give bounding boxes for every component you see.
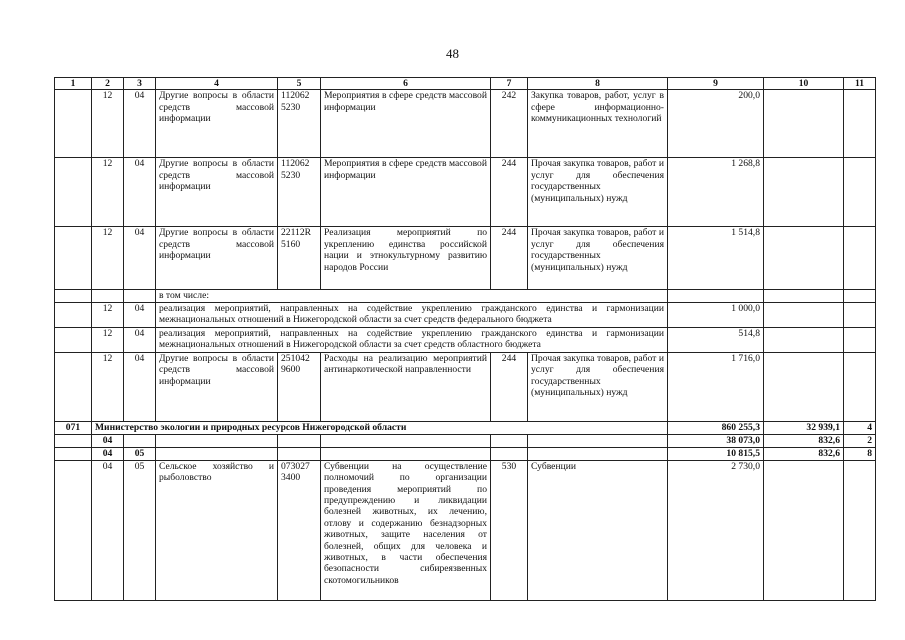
cell-empty: [764, 327, 844, 352]
cell-amount: 10 815,5: [668, 447, 764, 460]
cell-section: 04: [92, 447, 124, 460]
cell-amount-col10: 832,6: [764, 447, 844, 460]
subsection-row: [55, 447, 876, 460]
cell-section-name: Другие вопросы в области средств массовой информации: [156, 158, 278, 227]
column-header: 3: [124, 78, 156, 90]
cell-section-name: Другие вопросы в области средств массовой информации: [156, 227, 278, 290]
cell-empty: [764, 352, 844, 421]
ministry-row: [55, 421, 876, 434]
cell-target-code: 22112R 5160: [278, 227, 321, 290]
page-number: 48: [446, 46, 459, 61]
cell-ministry-name: Министерство экологии и природных ресурсов Нижегородской области: [92, 421, 668, 434]
column-header: 7: [491, 78, 528, 90]
cell-target-name: Мероприятия в сфере средств массовой информации: [321, 90, 491, 158]
cell-amount: 860 255,3: [668, 421, 764, 434]
cell-section: 12: [92, 327, 124, 352]
cell-empty: [278, 447, 321, 460]
column-header: 2: [92, 78, 124, 90]
cell-section: 12: [92, 302, 124, 327]
cell-subsection: 04: [124, 352, 156, 421]
cell-subsection: 04: [124, 302, 156, 327]
cell-section-name: Сельское хозяйство и рыболовство: [156, 460, 278, 600]
cell-section: 12: [92, 158, 124, 227]
cell-empty: [124, 434, 156, 447]
cell-section: 12: [92, 90, 124, 158]
cell-subsection: 04: [124, 327, 156, 352]
cell-section: 12: [92, 352, 124, 421]
table-row: [55, 352, 876, 421]
cell-empty: [55, 352, 92, 421]
column-header: 5: [278, 78, 321, 90]
cell-target-code: 073027 3400: [278, 460, 321, 600]
cell-section-name: Другие вопросы в области средств массовой информации: [156, 352, 278, 421]
cell-empty: [92, 290, 124, 302]
table-row: [55, 227, 876, 290]
cell-empty: [491, 447, 528, 460]
cell-expense-name: Прочая закупка товаров, работ и услуг для обеспечения государственных (муниципальных) нужд: [528, 158, 668, 227]
cell-empty: [528, 434, 668, 447]
column-header: 9: [668, 78, 764, 90]
cell-empty: [55, 447, 92, 460]
table-row: [55, 327, 876, 352]
cell-section: 12: [92, 227, 124, 290]
cell-empty: [124, 290, 156, 302]
cell-section-name: Другие вопросы в области средств массовой информации: [156, 90, 278, 158]
cell-target-name: Реализация мероприятий по укреплению единства российской нации и этнокультурному развитию народов России: [321, 227, 491, 290]
cell-section: 04: [92, 434, 124, 447]
cell-amount-col10: 832,6: [764, 434, 844, 447]
cell-empty: [55, 227, 92, 290]
cell-amount: 2 730,0: [668, 460, 764, 600]
cell-empty: [844, 290, 876, 302]
cell-expense-name: Субвенции: [528, 460, 668, 600]
cell-subsection: 04: [124, 90, 156, 158]
cell-target-name: Субвенции на осуществление полномочий по организации проведения мероприятий по предупреждению и ликвидации болезней животных, их лечению, отлову и содержанию безнадзорных животных, защите населения от болезней, общих для человека и животных, в части обеспечения безопасности сибиреязвенных скотомогильников: [321, 460, 491, 600]
cell-empty: [491, 434, 528, 447]
cell-empty: [156, 434, 278, 447]
cell-empty: [764, 290, 844, 302]
cell-expense-name: Прочая закупка товаров, работ и услуг для обеспечения государственных (муниципальных) нужд: [528, 352, 668, 421]
cell-empty: [764, 460, 844, 600]
cell-empty: [844, 90, 876, 158]
cell-target-name: Мероприятия в сфере средств массовой информации: [321, 158, 491, 227]
cell-empty: [668, 290, 764, 302]
cell-col11: 2: [844, 434, 876, 447]
cell-subsection: 04: [124, 158, 156, 227]
cell-subsection: 04: [124, 227, 156, 290]
cell-col11: 4: [844, 421, 876, 434]
table-row: [55, 302, 876, 327]
cell-empty: [844, 158, 876, 227]
cell-empty: [321, 447, 491, 460]
table-row: [55, 158, 876, 227]
cell-empty: [844, 460, 876, 600]
cell-expense-type: 244: [491, 158, 528, 227]
cell-expense-type: 244: [491, 227, 528, 290]
cell-empty: [764, 158, 844, 227]
cell-empty: [55, 460, 92, 600]
cell-amount: 1 268,8: [668, 158, 764, 227]
cell-amount: 38 073,0: [668, 434, 764, 447]
cell-empty: [844, 302, 876, 327]
cell-expense-type: 244: [491, 352, 528, 421]
cell-amount: 1 716,0: [668, 352, 764, 421]
cell-empty: [764, 302, 844, 327]
cell-empty: [278, 434, 321, 447]
cell-subsection: 05: [124, 460, 156, 600]
cell-col11: 8: [844, 447, 876, 460]
table-row: [55, 90, 876, 158]
cell-target-code: 251042 9600: [278, 352, 321, 421]
cell-target-code: 112062 5230: [278, 90, 321, 158]
column-header: 8: [528, 78, 668, 90]
cell-expense-name: Закупка товаров, работ, услуг в сфере информационно-коммуникационных технологий: [528, 90, 668, 158]
cell-expense-type: 530: [491, 460, 528, 600]
cell-empty: [156, 447, 278, 460]
cell-empty: [55, 327, 92, 352]
cell-amount: 514,8: [668, 327, 764, 352]
cell-expense-type: 242: [491, 90, 528, 158]
cell-empty: [55, 302, 92, 327]
cell-empty: [528, 447, 668, 460]
table-row: [55, 460, 876, 600]
including-label: в том числе:: [156, 290, 668, 302]
cell-amount: 1 000,0: [668, 302, 764, 327]
column-number-row: [55, 78, 876, 90]
cell-empty: [844, 227, 876, 290]
cell-empty: [55, 290, 92, 302]
budget-table: [54, 77, 876, 601]
cell-target-code: 112062 5230: [278, 158, 321, 227]
cell-ministry-code: 071: [55, 421, 92, 434]
cell-subsection: 05: [124, 447, 156, 460]
cell-subitem-description: реализация мероприятий, направленных на содействие укреплению гражданского единства и гармонизации межнациональных отношений в Нижегородской области за счет средств областного бюджета: [156, 327, 668, 352]
column-header: 4: [156, 78, 278, 90]
column-header: 6: [321, 78, 491, 90]
cell-empty: [764, 90, 844, 158]
cell-subitem-description: реализация мероприятий, направленных на содействие укреплению гражданского единства и гармонизации межнациональных отношений в Нижегородской области за счет средств федерального бюджета: [156, 302, 668, 327]
cell-empty: [844, 327, 876, 352]
cell-amount: 200,0: [668, 90, 764, 158]
cell-empty: [55, 158, 92, 227]
cell-section: 04: [92, 460, 124, 600]
cell-empty: [844, 352, 876, 421]
cell-empty: [764, 227, 844, 290]
cell-amount: 1 514,8: [668, 227, 764, 290]
cell-empty: [55, 434, 92, 447]
section-row: [55, 434, 876, 447]
column-header: 10: [764, 78, 844, 90]
cell-empty: [321, 434, 491, 447]
column-header: 1: [55, 78, 92, 90]
table-row: [55, 290, 876, 302]
cell-amount-col10: 32 939,1: [764, 421, 844, 434]
cell-empty: [55, 90, 92, 158]
cell-target-name: Расходы на реализацию мероприятий антинаркотической направленности: [321, 352, 491, 421]
cell-expense-name: Прочая закупка товаров, работ и услуг для обеспечения государственных (муниципальных) нужд: [528, 227, 668, 290]
column-header: 11: [844, 78, 876, 90]
